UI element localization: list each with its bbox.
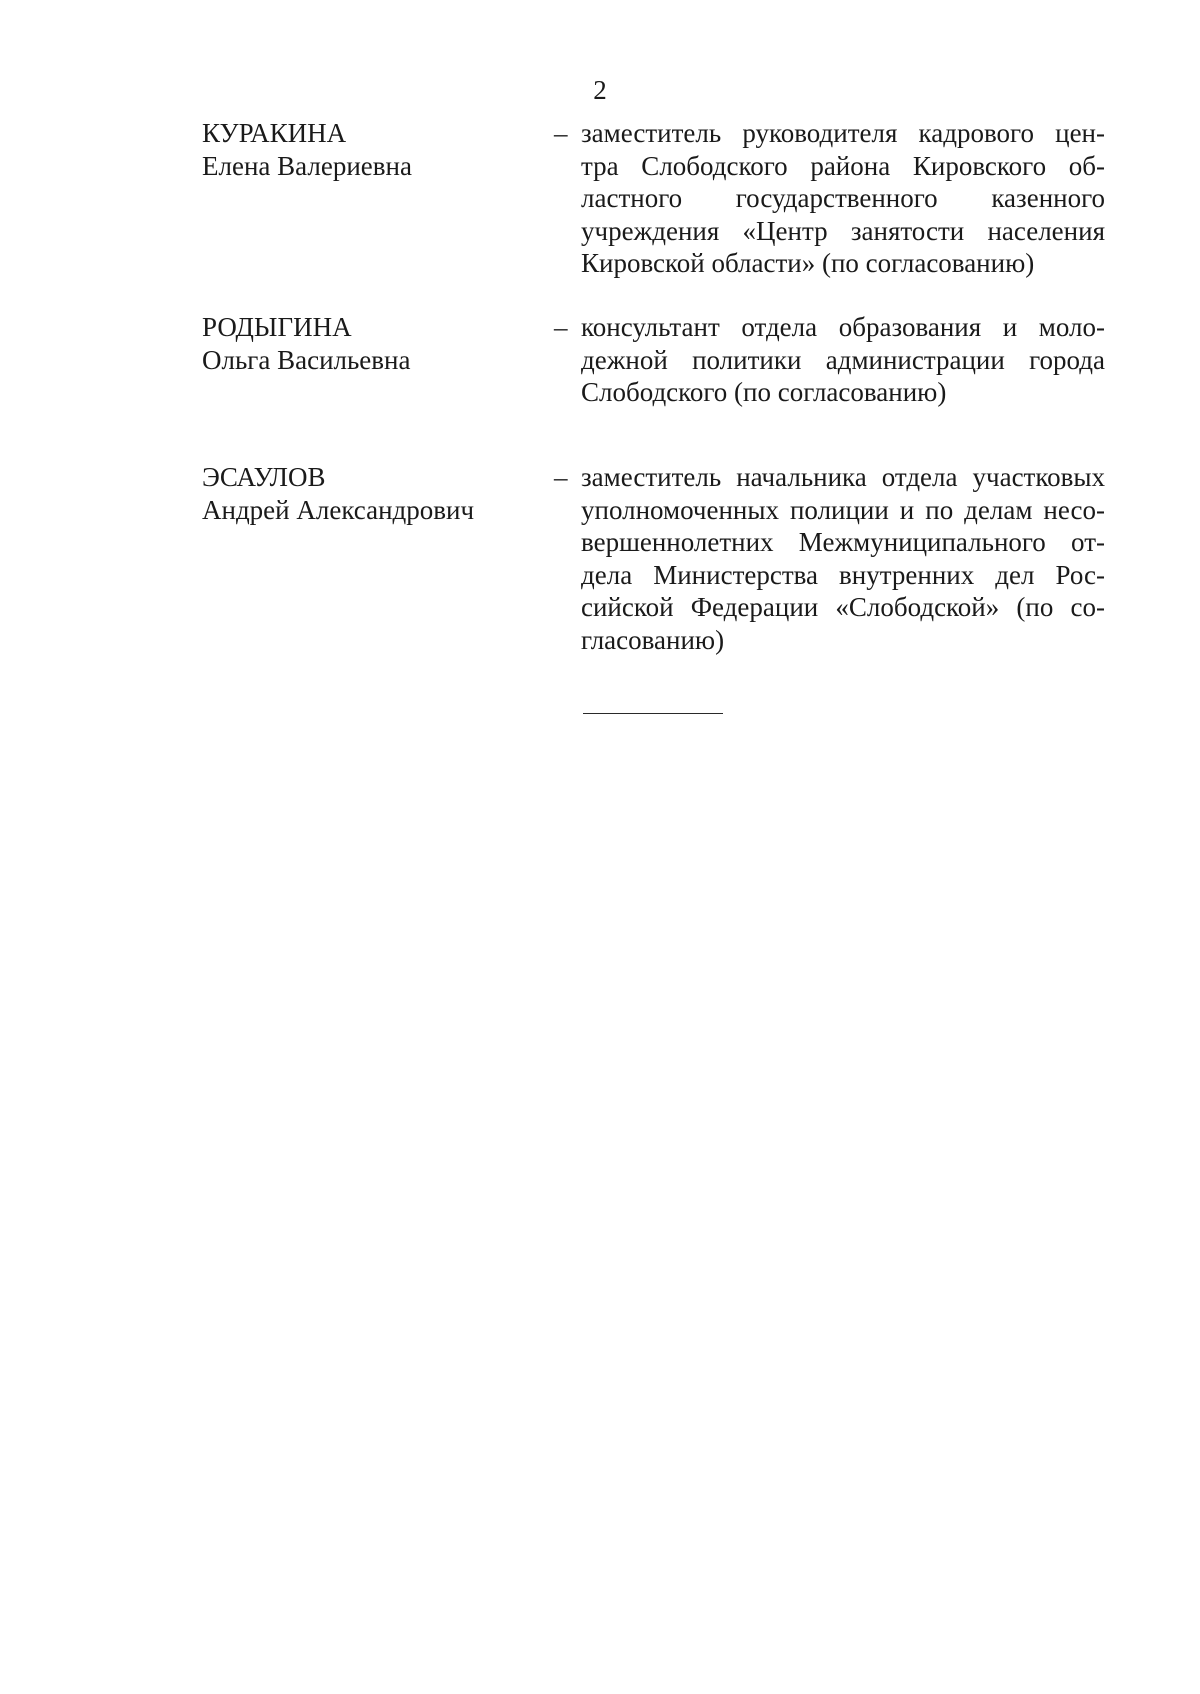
member-surname: ЭСАУЛОВ [202, 462, 326, 492]
position-line: вершеннолетних Межмуниципального от- [581, 527, 1105, 557]
position-line: тра Слободского района Кировского об- [581, 150, 1105, 181]
member-name [202, 117, 522, 182]
closing-rule [583, 713, 723, 714]
dash-separator: – [554, 118, 568, 148]
member-name [202, 461, 522, 526]
member-given-name: Ольга Васильевна [202, 344, 411, 375]
position-line: уполномоченных полиции и по делам несо- [581, 494, 1105, 525]
dash-separator: – [554, 462, 568, 492]
member-position [581, 461, 1105, 656]
position-line: учреждения «Центр занятости населения [581, 215, 1105, 246]
position-line: гласованию) [581, 624, 725, 655]
position-line: Кировской области» (по согласованию) [581, 248, 1035, 278]
member-surname: КУРАКИНА [202, 118, 347, 148]
position-line: дежной политики администрации города [581, 344, 1105, 375]
position-line: сийской Федерации «Слободской» (по со- [581, 592, 1105, 622]
page-number: 2 [593, 75, 607, 105]
member-surname: РОДЫГИНА [202, 312, 352, 342]
position-line: Слободского (по согласованию) [581, 377, 947, 407]
position-line: заместитель начальника отдела участковых [581, 462, 1105, 492]
member-name [202, 311, 522, 376]
dash-separator: – [554, 312, 568, 342]
member-given-name: Андрей Александрович [202, 494, 475, 525]
position-line: консультант отдела образования и моло- [581, 312, 1105, 342]
position-line: дела Министерства внутренних дел Рос- [581, 559, 1105, 590]
member-position [581, 117, 1105, 280]
position-line: заместитель руководителя кадрового цен- [581, 118, 1105, 148]
position-line: ластного государственного казенного [581, 183, 1105, 213]
member-position [581, 311, 1105, 409]
member-given-name: Елена Валериевна [202, 150, 412, 181]
